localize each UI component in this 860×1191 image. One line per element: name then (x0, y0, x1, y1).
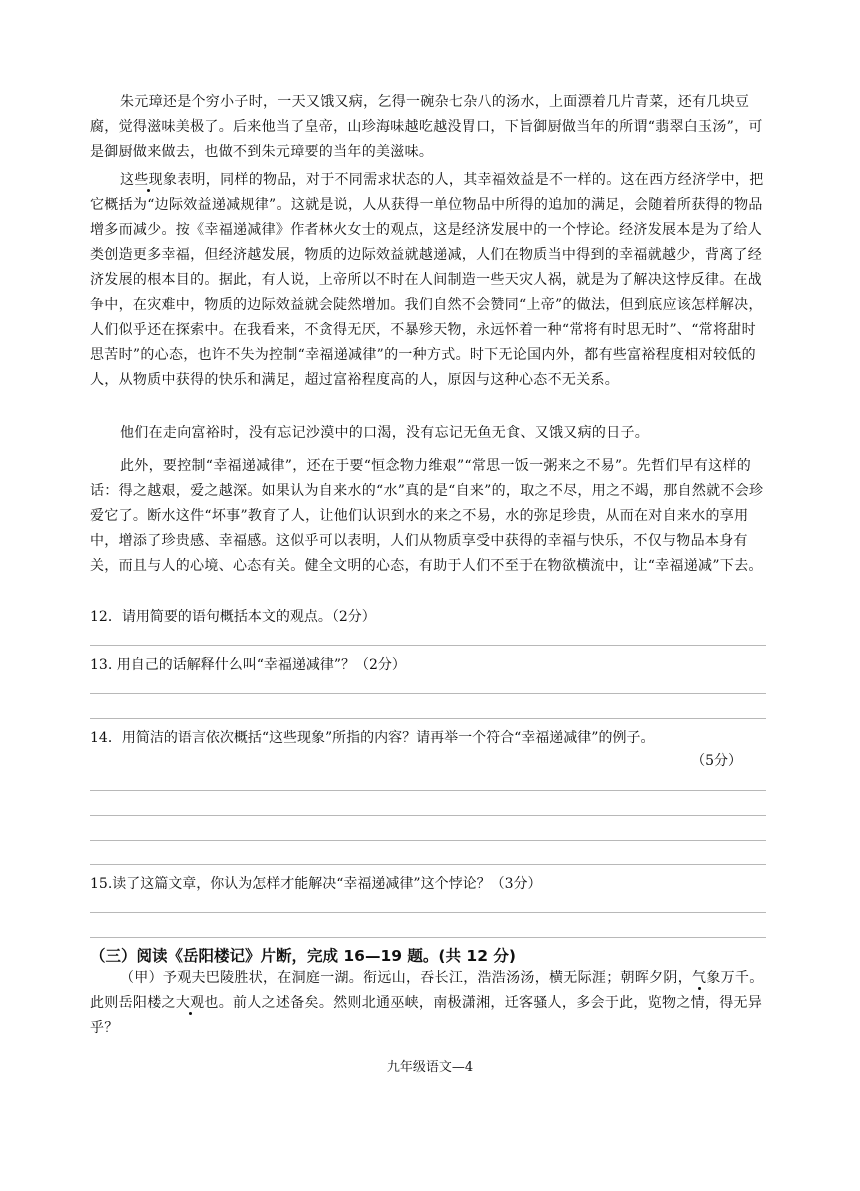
answer-line[interactable] (90, 645, 766, 646)
answer-line[interactable] (90, 718, 766, 719)
section-title: （三）阅读《岳阳楼记》片断，完成 16—19 题。(共 12 分) (90, 947, 516, 965)
answer-line[interactable] (90, 815, 766, 816)
dotted-char: 气 (692, 970, 707, 986)
passage-paragraph-3: 他们在走向富裕时，没有忘记沙漠中的口渴，没有忘记无鱼无食、又饿又病的日子。 (120, 425, 650, 441)
question-14-points: （5分） (691, 753, 742, 769)
passage-paragraph-4: 此外，要控制“幸福递减律”，还在于要“恒念物力维艰”“常思一饭一粥来之不易”。先哲们早有这样的话：得之越艰，爱之越深。如果认为自来水的“水”真的是“自来”的，取之不尽，用之不竭，那自然就不会珍爱它了。断水这件“坏事”教育了人，让他们认识到水的来之不易，水的弥足珍贵，从而在对自来水的享用中，增添了珍贵感、幸福感。这似乎可以表明，人们从物质享受中获得的幸福与快乐，不仅与物品本身有关，而且与人的心境、心态有关。健全文明的心态，有助于人们不至于在物欲横流中，让“幸福递减”下去。 (90, 458, 764, 574)
answer-line[interactable] (90, 790, 766, 791)
answer-line[interactable] (90, 864, 766, 865)
page-footer: 九年级语文—4 (386, 1060, 474, 1075)
question-15: 15.读了这篇文章，你认为怎样才能解决“幸福递减律”这个悖论？（3分） (90, 876, 542, 892)
passage-paragraph-1: 朱元璋还是个穷小子时，一天又饿又病，乞得一碗杂七杂八的汤水，上面漂着几片青菜，还有几块豆腐，觉得滋味美极了。后来他当了皇帝，山珍海味越吃越没胃口，下旨御厨做当年的所谓“翡翠白玉汤”，可是御厨做来做去，也做不到朱元璋要的当年的美滋味。 (90, 94, 763, 160)
classical-text (90, 966, 770, 1041)
classical-text-part: 也。前人之述备矣。然则北通巫峡，南极潇湘，迁客骚人，多会于此，览物之情，得无异乎？ (90, 995, 763, 1036)
answer-line[interactable] (90, 912, 766, 913)
dotted-phrase: 这些现象 (120, 172, 178, 188)
classical-text-part: 象万千。此则岳阳楼之 (90, 970, 764, 1011)
passage-paragraph-2 (90, 168, 770, 393)
question-12: 12．请用简要的语句概括本文的观点。（2分） (90, 609, 376, 625)
question-13: 13. 用自己的话解释什么叫“幸福递减律”？（2分） (90, 657, 406, 673)
classical-text-part: （甲）予观夫巴陵胜状，在洞庭一湖。衔远山，吞长江，浩浩汤汤，横无际涯；朝晖夕阴， (120, 970, 692, 986)
answer-line[interactable] (90, 840, 766, 841)
answer-line[interactable] (90, 693, 766, 694)
passage-paragraph-2-text: 表明，同样的物品，对于不同需求状态的人，其幸福效益是不一样的。这在西方经济学中，把它概括为“边际效益递减规律”。这就是说，人从获得一单位物品中所得的追加的满足，会随着所获得的物品增多而减少。按《幸福递减律》作者林火女士的观点，这是经济发展中的一个悖论。经济发展本是为了给人类创造更多幸福，但经济越发展，物质的边际效益就越递减，人们在物质当中得到的幸福就越少，背离了经济发展的根本目的。据此，有人说，上帝所以不时在人间制造一些天灾人祸，就是为了解决这悖反律。在战争中，在灾难中，物质的边际效益就会陡然增加。我们自然不会赞同“上帝”的做法，但到底应该怎样解决，人们似乎还在探索中。在我看来，不贪得无厌，不暴殄天物，永远怀着一种“常将有时思无时”、“常将甜时思苦时”的心态，也许不失为控制“幸福递减律”的一种方式。时下无论国内外，都有些富裕程度相对较低的人，从物质中获得的快乐和满足，超过富裕程度高的人，原因与这种心态不无关系。 (90, 172, 764, 388)
answer-line[interactable] (90, 937, 766, 938)
question-14: 14．用简洁的语言依次概括“这些现象”所指的内容？请再举一个符合“幸福递减律”的例子。 (90, 730, 655, 746)
dotted-phrase: 大观 (175, 995, 205, 1011)
